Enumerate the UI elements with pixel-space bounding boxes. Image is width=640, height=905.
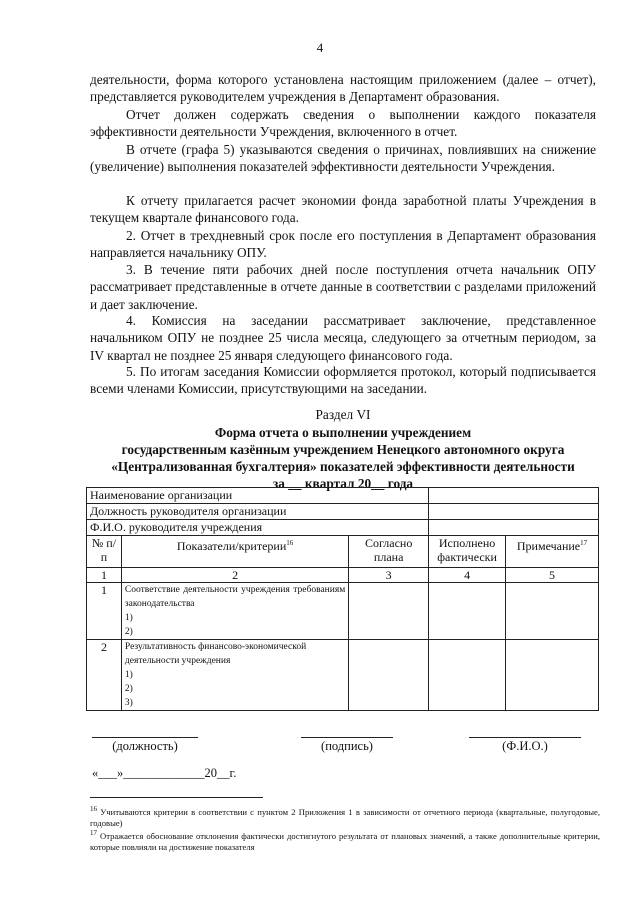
manager-position-value[interactable] (429, 504, 599, 520)
fio-signature-line (469, 737, 581, 738)
col-number: 1 (87, 568, 122, 583)
table-row (87, 583, 599, 640)
sign-signature-line (301, 737, 393, 738)
position-caption: (должность) (112, 739, 178, 753)
fact-cell[interactable] (429, 640, 506, 711)
section-title-line1: Форма отчета о выполнении учреждением (214, 425, 472, 440)
org-name-label: Наименование организации (87, 488, 429, 504)
date-line: «___»_____________20__г. (92, 766, 237, 780)
footnote-separator (90, 797, 263, 798)
sign-caption: (подпись) (321, 739, 373, 753)
fact-cell[interactable] (429, 583, 506, 640)
header-note-text: Примечание (516, 539, 581, 553)
paragraph-8: 5. По итогам заседания Комиссии оформляется протокол, который подписывается всеми членами Комиссии, присутствующими на заседании. (90, 364, 596, 397)
criteria-cell (121, 640, 348, 711)
plan-cell[interactable] (349, 640, 429, 711)
note-cell[interactable] (506, 640, 599, 711)
col-number: 5 (506, 568, 599, 583)
manager-fio-value[interactable] (429, 520, 599, 536)
table-row (87, 640, 599, 711)
criteria-item: 2) (124, 627, 133, 637)
paragraph-7: 4. Комиссия на заседании рассматривает заключение, представленное начальником ОПУ не позднее 25 числа месяца, следующего за отчетным периодом, за IV квартал не позднее 25 января следующего финансового года. (90, 313, 596, 363)
header-plan: Согласно плана (349, 536, 429, 568)
criteria-title: Соответствие деятельности учреждения требованиям законодательства (124, 585, 346, 609)
table-row (87, 488, 599, 504)
criteria-item: 3) (124, 698, 133, 708)
footnote-17-number: 17 (90, 829, 97, 837)
page-number: 4 (316, 40, 324, 55)
paragraph-2: Отчет должен содержать сведения о выполнении каждого показателя эффективности деятельности Учреждения, включенного в отчет. (90, 107, 596, 140)
criteria-cell (121, 583, 348, 640)
footnote-17-text: Отражается обоснование отклонения фактически достигнутого результата от плановых значений, а также дополнительные критерии, которые повлияли на достижение показателя (90, 830, 600, 852)
report-form-table (86, 487, 599, 711)
paragraph-3: В отчете (графа 5) указываются сведения о причинах, повлиявших на снижение (увеличение) выполнения показателей эффективности деятельности Учреждения. (90, 142, 596, 175)
criteria-item: 1) (124, 670, 133, 680)
section-title-line3: «Централизованная бухгалтерия» показателей эффективности деятельности (111, 459, 575, 474)
manager-position-label: Должность руководителя организации (87, 504, 429, 520)
header-criteria-text: Показатели/критерии (176, 539, 287, 553)
note-cell[interactable] (506, 583, 599, 640)
column-numbers-row (87, 568, 599, 583)
col-number: 4 (429, 568, 506, 583)
footnote-16-number: 16 (90, 805, 97, 813)
paragraph-5: 2. Отчет в трехдневный срок после его поступления в Департамент образования направляется начальнику ОПУ. (90, 228, 596, 261)
header-fact: Исполнено фактически (429, 536, 506, 568)
header-note (506, 536, 599, 568)
section-title-line4: за __ квартал 20__ года (272, 476, 414, 491)
header-num: № п/п (87, 536, 122, 568)
manager-fio-label: Ф.И.О. руководителя учреждения (87, 520, 429, 536)
footnote-ref-17: 17 (580, 539, 588, 547)
paragraph-6: 3. В течение пяти рабочих дней после поступления отчета начальник ОПУ рассматривает представленные в отчете данные в соответствии с разделами приложений и дает заключение. (90, 262, 596, 312)
section-title-line2: государственным казённым учреждением Ненецкого автономного округа (121, 442, 565, 457)
fio-caption: (Ф.И.О.) (502, 739, 548, 753)
footnote-ref-16: 16 (286, 539, 294, 547)
paragraph-4: К отчету прилагается расчет экономии фонда заработной платы Учреждения в текущем квартале финансового года. (90, 193, 596, 226)
col-number: 3 (349, 568, 429, 583)
org-name-value[interactable] (429, 488, 599, 504)
position-signature-line (92, 737, 198, 738)
section-label: Раздел VI (315, 407, 371, 422)
col-number: 2 (121, 568, 348, 583)
row-number: 1 (87, 583, 122, 640)
table-row (87, 520, 599, 536)
criteria-title: Результативность финансово-экономической деятельности учреждения (124, 642, 307, 666)
footnote-16-text: Учитываются критерии в соответствии с пунктом 2 Приложения 1 в зависимости от отчетного периода (квартальные, полугодовые, годовые) (90, 806, 600, 828)
table-header-row (87, 536, 599, 568)
criteria-item: 2) (124, 684, 133, 694)
row-number: 2 (87, 640, 122, 711)
header-criteria (121, 536, 348, 568)
paragraph-1: деятельности, форма которого установлена настоящим приложением (далее – отчет), представляется руководителем учреждения в Департамент образования. (90, 72, 596, 105)
footnote-16 (90, 804, 600, 829)
plan-cell[interactable] (349, 583, 429, 640)
criteria-item: 1) (124, 613, 133, 623)
table-row (87, 504, 599, 520)
footnote-17 (90, 828, 600, 853)
